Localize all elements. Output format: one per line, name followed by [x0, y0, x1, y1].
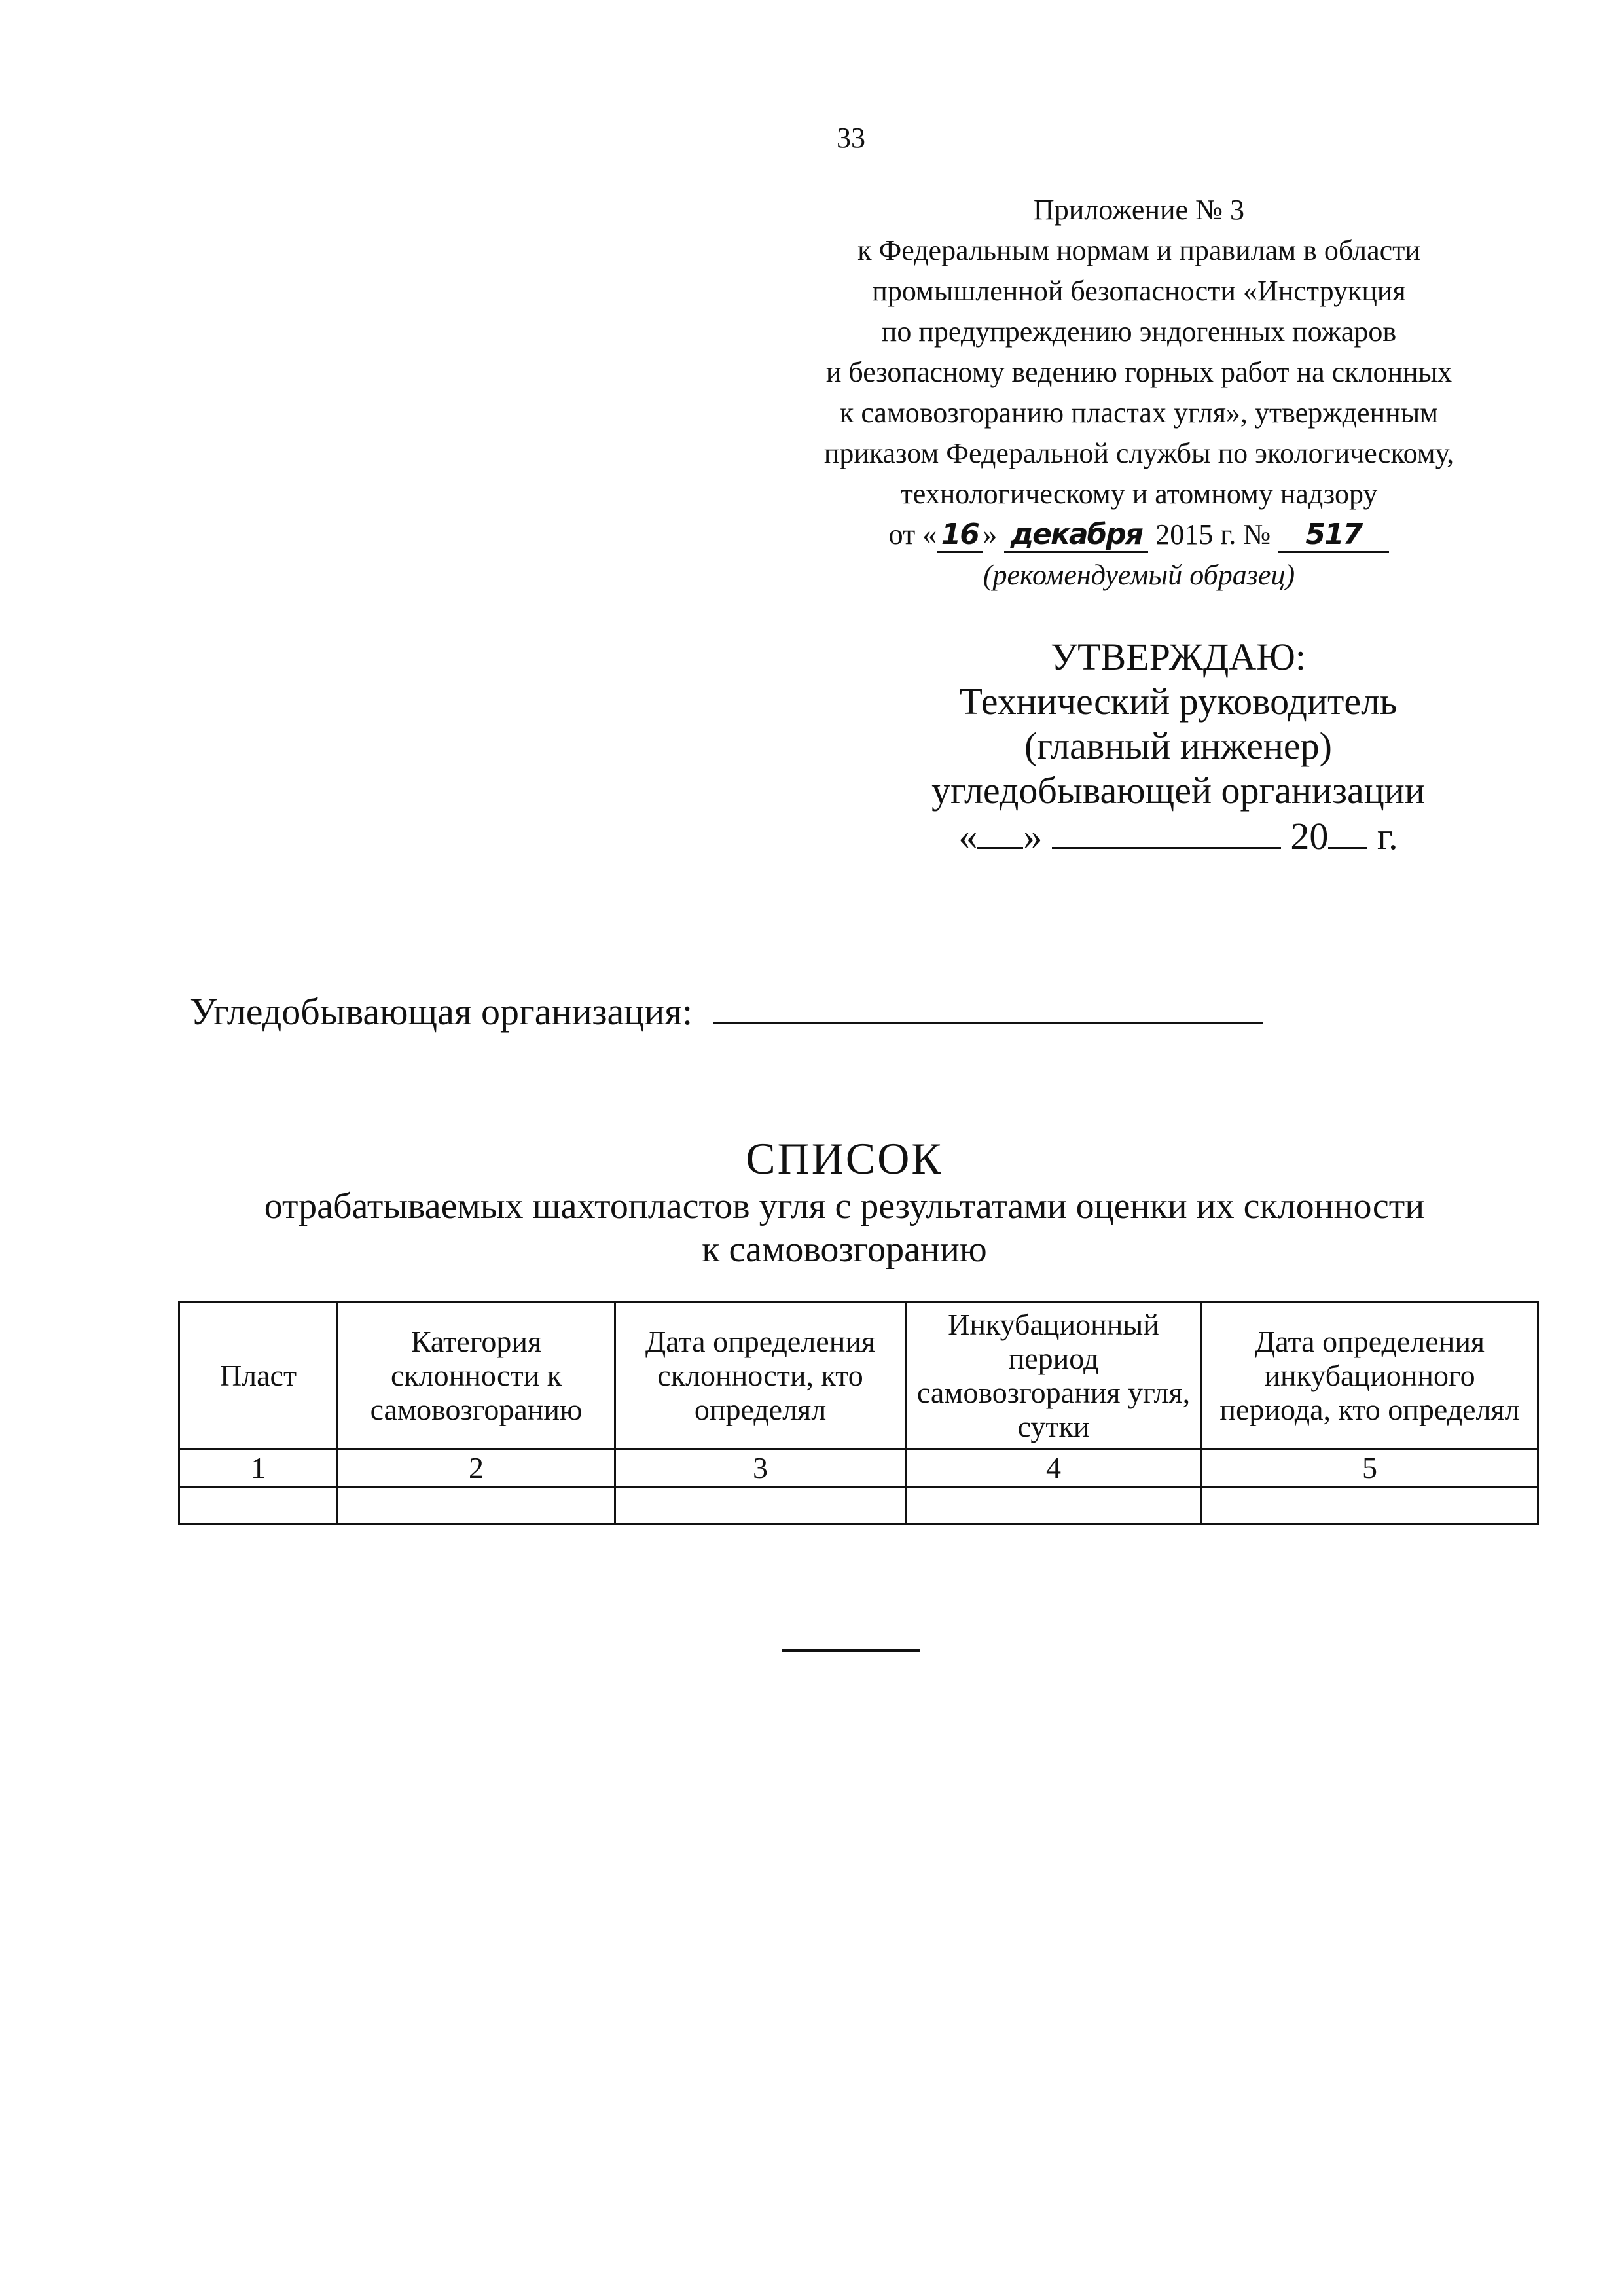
approval-line: Технический руководитель [959, 680, 1398, 723]
appendix-line: к Федеральным нормам и правилам в области [857, 234, 1420, 266]
approval-line: угледобывающей организации [931, 769, 1425, 812]
document-subtitle: отрабатываемых шахтопластов угля с результатами оценки их склонности [264, 1186, 1425, 1227]
approval-date-close: » [1023, 815, 1043, 857]
column-number-cell: 5 [1202, 1450, 1538, 1487]
table-cell [1202, 1487, 1538, 1524]
organization-blank [713, 988, 1263, 1024]
page-number: 33 [837, 122, 865, 154]
table-cell [615, 1487, 906, 1524]
appendix-line: по предупреждению эндогенных пожаров [881, 315, 1397, 348]
table-cell [179, 1487, 338, 1524]
order-day-handwritten: 16 [937, 518, 983, 553]
approval-year-blank [1328, 813, 1367, 849]
table-cell [906, 1487, 1202, 1524]
approval-line: (главный инженер) [1024, 725, 1332, 767]
document-title: СПИСОК [746, 1134, 943, 1183]
header-cell: Дата определения инкубационного периода, кто определял [1202, 1302, 1538, 1450]
column-number-cell: 4 [906, 1450, 1202, 1487]
order-prefix: от « [888, 518, 937, 550]
organization-label: Угледобывающая организация: [190, 990, 693, 1033]
order-number-handwritten: 517 [1278, 518, 1389, 553]
table-cell [338, 1487, 615, 1524]
column-number-row [179, 1450, 1538, 1487]
approval-date-line [851, 813, 1506, 859]
approval-date-open: « [958, 815, 978, 857]
order-date-line [753, 514, 1525, 555]
order-month-handwritten: декабря [1004, 518, 1148, 553]
document-title-block [157, 1132, 1532, 1271]
sample-note: (рекомендуемый образец) [983, 559, 1295, 591]
seams-table [178, 1301, 1539, 1525]
appendix-line: и безопасному ведению горных работ на склонных [825, 356, 1453, 388]
approval-day-blank [977, 813, 1023, 849]
column-number-cell: 3 [615, 1450, 906, 1487]
organization-line [190, 988, 1303, 1033]
column-number-cell: 1 [179, 1450, 338, 1487]
appendix-line: технологическому и атомному надзору [900, 478, 1378, 510]
approval-year-suffix: г. [1377, 815, 1398, 857]
appendix-line: к самовозгоранию пластах угля», утвержденным [839, 397, 1439, 429]
header-cell: Категория склонности к самовозгоранию [338, 1302, 615, 1450]
approval-year-prefix: 20 [1290, 815, 1329, 857]
appendix-line: промышленной безопасности «Инструкция [872, 275, 1406, 307]
appendix-line: приказом Федеральной службы по экологическому, [823, 437, 1454, 469]
order-year: 2015 г. № [1155, 518, 1271, 550]
approval-heading: УТВЕРЖДАЮ: [1051, 636, 1306, 678]
header-cell: Инкубационный период самовозгорания угля, сутки [906, 1302, 1202, 1450]
order-quote-close: » [983, 518, 998, 550]
table-header-row [179, 1302, 1538, 1450]
end-divider [782, 1649, 920, 1652]
table-row [179, 1487, 1538, 1524]
approval-month-blank [1052, 813, 1281, 849]
header-cell: Пласт [179, 1302, 338, 1450]
appendix-block [753, 190, 1525, 596]
header-cell: Дата определения склонности, кто определял [615, 1302, 906, 1450]
appendix-title: Приложение № 3 [1033, 194, 1245, 226]
approval-block [851, 635, 1506, 859]
column-number-cell: 2 [338, 1450, 615, 1487]
document-subtitle: к самовозгоранию [702, 1229, 987, 1270]
